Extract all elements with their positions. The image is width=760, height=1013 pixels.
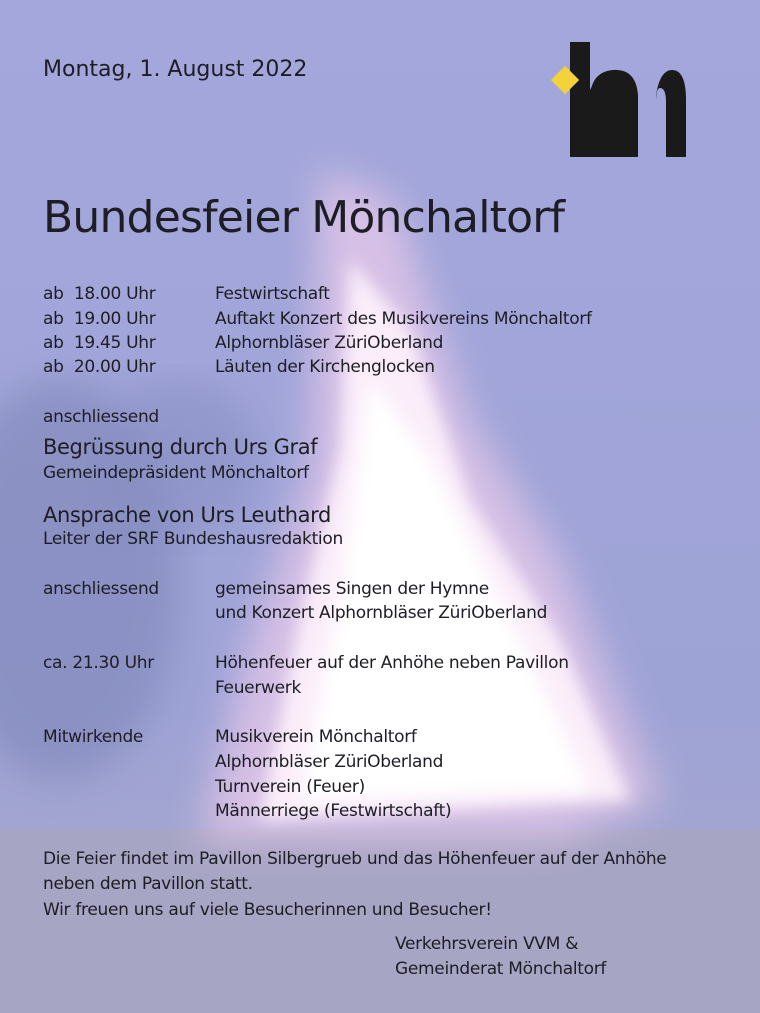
then-2-label: anschliessend xyxy=(43,579,159,599)
page-title: Bundesfeier Mönchaltorf xyxy=(43,192,565,243)
speaker-1-role: Gemeindepräsident Mönchaltorf xyxy=(43,463,309,483)
participant: Männerriege (Festwirtschaft) xyxy=(215,801,452,821)
speaker-2-role: Leiter der SRF Bundeshausredaktion xyxy=(43,529,343,549)
schedule-event: Festwirtschaft xyxy=(215,284,330,304)
then-2-line: und Konzert Alphornbläser ZüriOberland xyxy=(215,603,548,623)
footer-line: Wir freuen uns auf viele Besucherinnen und Besucher! xyxy=(43,900,492,920)
schedule-time: ab 19.00 Uhr xyxy=(43,309,156,329)
speaker-1-name: Begrüssung durch Urs Graf xyxy=(43,435,318,459)
then-2-line: gemeinsames Singen der Hymne xyxy=(215,579,489,599)
schedule-event: Läuten der Kirchenglocken xyxy=(215,357,435,377)
schedule-time: ab 18.00 Uhr xyxy=(43,284,156,304)
then-label: anschliessend xyxy=(43,407,159,427)
fire-line: Feuerwerk xyxy=(215,678,302,698)
schedule-time: ab 20.00 Uhr xyxy=(43,357,156,377)
speaker-2-name: Ansprache von Urs Leuthard xyxy=(43,503,331,527)
schedule-time: ab 19.45 Uhr xyxy=(43,333,156,353)
footer-line: neben dem Pavillon statt. xyxy=(43,874,253,894)
event-date: Montag, 1. August 2022 xyxy=(43,57,308,82)
signature-line: Gemeinderat Mönchaltorf xyxy=(395,959,607,979)
schedule-event: Alphornbläser ZüriOberland xyxy=(215,333,444,353)
schedule-event: Auftakt Konzert des Musikvereins Mönchaltorf xyxy=(215,309,592,329)
participants-label: Mitwirkende xyxy=(43,727,144,747)
fire-time: ca. 21.30 Uhr xyxy=(43,653,154,673)
participant: Musikverein Mönchaltorf xyxy=(215,727,417,747)
participant: Turnverein (Feuer) xyxy=(215,777,365,797)
municipality-logo xyxy=(548,40,688,160)
signature-line: Verkehrsverein VVM & xyxy=(395,934,579,954)
fire-line: Höhenfeuer auf der Anhöhe neben Pavillon xyxy=(215,653,569,673)
participant: Alphornbläser ZüriOberland xyxy=(215,752,444,772)
footer-line: Die Feier findet im Pavillon Silbergrueb und das Höhenfeuer auf der Anhöhe xyxy=(43,849,667,869)
